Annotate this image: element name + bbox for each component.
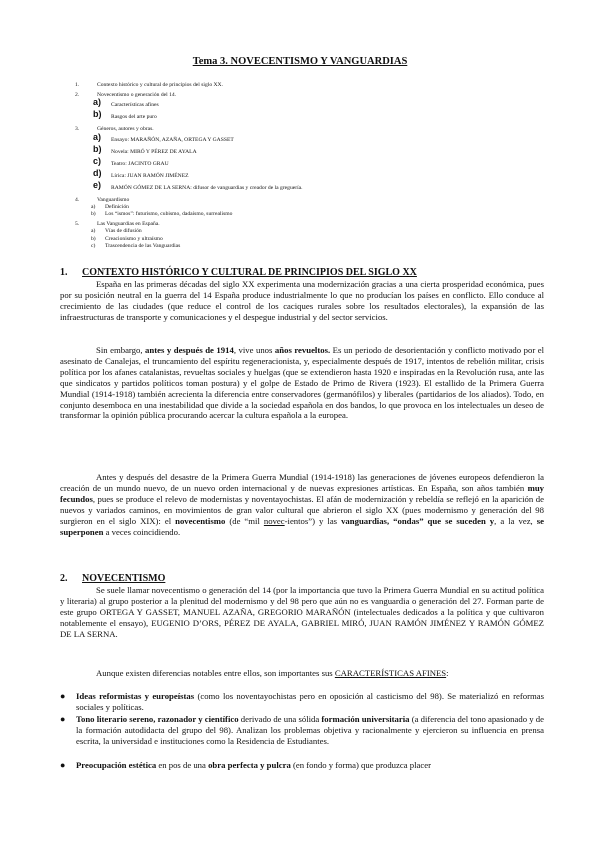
bullet-icon: ● [60,691,66,701]
toc-item-label: Géneros, autores y obras. [97,126,154,133]
toc-item-number: a) [91,228,96,235]
toc-item-label: RAMÓN GÓMEZ DE LA SERNA: difusor de vanguardias y creador de la greguería. [111,184,303,191]
toc-item [75,143,515,158]
toc-item-label: Características afines [111,102,159,109]
bullet-icon: ● [60,714,66,724]
toc-item-number: b) [93,143,102,154]
paragraph: Sin embargo, antes y después de 1914, vive unos años revueltos. Es un periodo de desorientación y conflicto motivado por el asesinato de Canalejas, el truncamiento del espíritu regeneracionista, y, especialmente después de 1917, intentos de rebelión militar, crisis política por los afanes catalanistas, revueltas sociales y huelgas (que se extendieron hasta 1920 e inspiradas en la Revolución rusa, ante las que sindicatos y partidos políticos toman postura) y el golpe de Estado de Primo de Rivera (1923). El estallido de la Primera Guerra Mundial (1914-1918) también acrecienta la diferencia entre conservadores (germanófilos) y liberales (partidarios de los aliados). Todo, en conjunto desemboca en una inestabilidad que divide a la sociedad española en dos bandos, lo que provoca en los intelectuales un deseo de transformar la opinión pública procurando acercar la cultura española a la europea. [60,345,544,421]
section-number: 2. [60,573,68,584]
toc-item-label: Novecentismo o generación del 14. [97,92,177,99]
toc-item [75,92,515,99]
list-item: ● Tono literario sereno, razonador y científico derivado de una sólida formación universitaria (a diferencia del tono apasionado y de la formación autodidacta del grupo del 98). Analizan los problemas objetiva y racionalmente y ejercieron su influencia en prensa escrita, la universidad e instituciones como la Residencia de Estudiantes. [60,714,544,746]
toc-item-number: 1. [75,82,80,88]
toc-item-label: Ensayo: MARAÑÓN, AZAÑA, ORTEGA Y GASSET [111,136,234,143]
toc-item [75,236,515,243]
section-1-heading [60,267,417,278]
toc-item [75,179,515,194]
toc-item [75,99,515,111]
section-title: NOVECENTISMO [82,573,166,584]
toc-item-label: Teatro: JACINTO GRAU [111,160,169,167]
list-item: ● Ideas reformistas y europeístas (como los noventayochistas pero en oposición al casticismo del 98). Se materializó en reformas sociales y políticas. [60,691,544,712]
toc-item-number: 4. [75,196,80,203]
toc-item [75,243,515,250]
toc-item [75,167,515,182]
toc-item-number: 5. [75,221,80,228]
toc-item-label: Contexto histórico y cultural de principios del siglo XX. [97,82,223,88]
toc-item-label: Lírica: JUAN RAMÓN JIMÉNEZ [111,172,189,179]
toc-item-number: e) [93,179,102,190]
toc-item-number: b) [91,210,96,217]
toc-item-number: b) [91,235,96,242]
table-of-contents [75,82,515,250]
toc-item [75,126,515,133]
bullet-icon: ● [60,760,66,770]
section-number: 1. [60,267,68,278]
section-2-heading [60,573,165,584]
toc-item-number: a) [93,131,102,142]
toc-item [75,155,515,170]
toc-item-number: a) [93,97,102,108]
toc-item-number: d) [93,167,102,178]
toc-item-number: c) [93,155,102,166]
paragraph: España en las primeras décadas del siglo XX experimenta una modernización gracias a una cierta prosperidad económica, pues por su posición neutral en la guerra del 14 España produce industrialmente lo que no producían los países en conflicto. Ello conduce al crecimiento de las ciudades (que reduce el control de los caciques rurales sobre los resultados electorales), la expansión de las infraestructuras de transporte y comunicaciones y el despegue industrial y del sector servicios. [60,279,544,322]
toc-item-label: Los “ismos”: futurismo, cubismo, dadaísmo, surrealismo [105,210,233,217]
toc-item-number: a) [91,203,96,210]
section-title: CONTEXTO HISTÓRICO Y CULTURAL DE PRINCIPIOS DEL SIGLO XX [82,267,417,278]
paragraph: Se suele llamar novecentismo o generación del 14 (por la importancia que tuvo la Primera Guerra Mundial en su actitud política y literaria) al grupo posterior a la plenitud del modernismo y del 98 pero que aún no es vanguardia o generación del 27. Forman parte de este grupo ORTEGA Y GASSET, MANUEL AZAÑA, GREGORIO MARAÑÓN (intelectuales dedicados a la política y que cultivaron notablemente el ensayo), EUGENIO D’ORS, PÉREZ DE AYALA, GABRIEL MIRÓ, JUAN RAMÓN JIMÉNEZ Y RAMÓN GÓMEZ DE LA SERNA. [60,585,544,639]
toc-item-label: Trascendencia de las Vanguardias [105,242,181,249]
paragraph: Antes y después del desastre de la Primera Guerra Mundial (1914-1918) las generaciones de jóvenes europeos defendieron la creación de un mundo nuevo, de un nuevo orden internacional y de nuevas expresiones artísticas. En España, son años también muy fecundos, pues se produce el relevo de modernistas y noventayochistas. El afán de modernización y rebeldía se reflejó en la aparición de nuevos y variados caminos, en movimientos de gran valor cultural que abrieron el siglo XX (pues modernismo y generación del 98 surgieron en el siglo XIX): el novecentismo (de “mil novec-ientos”) y las vanguardias, “ondas” que se suceden y, a la vez, se superponen a veces coincidiendo. [60,472,544,537]
toc-item-number: 2. [75,92,80,99]
toc-item [75,131,515,146]
document-title: Tema 3. NOVECENTISMO Y VANGUARDIAS [192,56,408,67]
toc-item-label: Creacionismo y ultraísmo [105,235,163,242]
toc-item-number: c) [91,242,96,249]
toc-item-label: Rasgos del arte puro [111,114,157,121]
toc-item-number: b) [93,109,102,120]
toc-item-label: Las Vanguardias en España. [97,221,160,228]
toc-item-label: Vías de difusión [105,228,142,235]
list-item: ● Preocupación estética en pos de una obra perfecta y pulcra (en fondo y forma) que produzca placer [60,760,431,770]
toc-item [75,111,515,123]
toc-item-label: Vanguardismo [97,196,130,203]
toc-item [75,204,515,211]
paragraph: Aunque existen diferencias notables entre ellos, son importantes sus CARACTERÍSTICAS AFINES: [96,668,449,678]
toc-item-number: 3. [75,126,80,133]
toc-item-label: Definición [105,203,129,210]
toc-item [75,211,515,218]
toc-item [75,228,515,235]
toc-item-label: Novela: MIRÓ Y PÉREZ DE AYALA [111,148,197,155]
toc-item [75,82,515,89]
toc-item [75,197,515,204]
